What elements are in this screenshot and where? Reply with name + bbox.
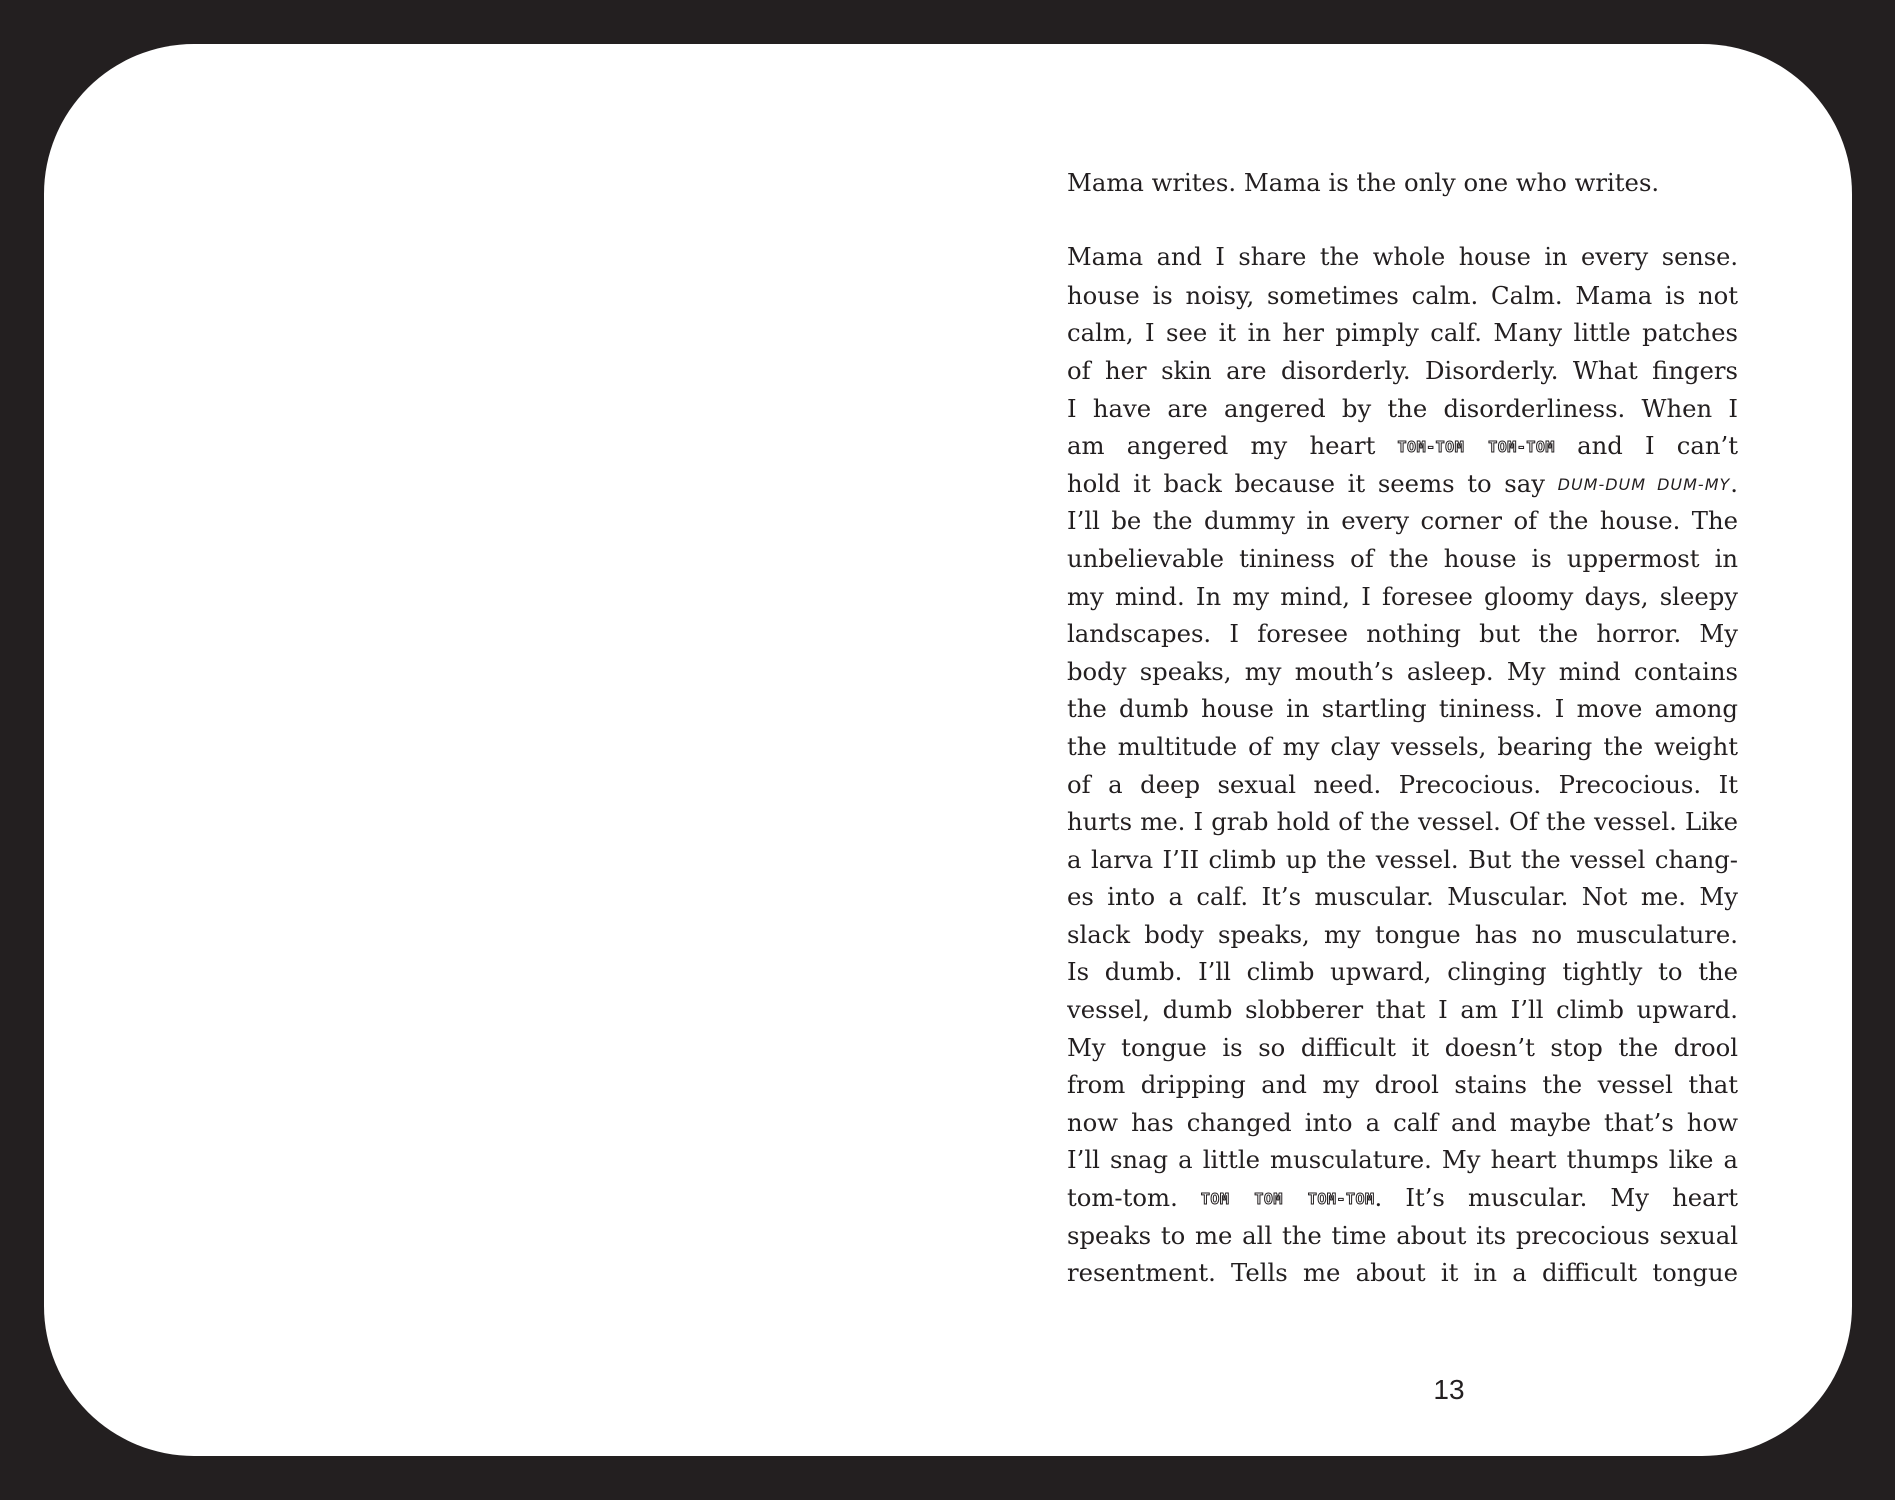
text-line bbox=[1067, 352, 1738, 390]
line-text: I’ll be the dummy in every corner of the house. The bbox=[1067, 506, 1738, 536]
text-line bbox=[1067, 1029, 1738, 1067]
sound-effect-text: DUM-DUM DUM-MY bbox=[1557, 474, 1731, 494]
sound-effect-text: TOM-TOM TOM-TOM bbox=[1397, 438, 1555, 457]
text-line bbox=[1067, 578, 1738, 616]
text-line bbox=[1067, 540, 1738, 578]
text-line bbox=[1067, 916, 1738, 954]
text-line bbox=[1067, 841, 1738, 879]
text-line bbox=[1067, 766, 1738, 804]
text-line bbox=[1067, 1141, 1738, 1179]
text-line bbox=[1067, 615, 1738, 653]
text-column bbox=[1067, 164, 1738, 1292]
line-text: hold it back because it seems to say bbox=[1067, 468, 1558, 498]
text-line bbox=[1067, 728, 1738, 766]
text-line bbox=[1067, 390, 1738, 428]
line-text: I have are angered by the disorderliness. When I bbox=[1067, 393, 1738, 423]
text-line bbox=[1067, 953, 1738, 991]
line-text: es into a calf. It’s muscular. Muscular. Not me. My bbox=[1067, 882, 1738, 912]
line-text: the multitude of my clay vessels, bearing the weight bbox=[1067, 731, 1738, 761]
text-line bbox=[1067, 1217, 1738, 1255]
text-line bbox=[1067, 314, 1738, 352]
line-text: slack body speaks, my tongue has no musculature. bbox=[1067, 919, 1738, 949]
line-text: now has changed into a calf and maybe that’s how bbox=[1067, 1107, 1738, 1137]
line-text: . It’s muscular. My heart bbox=[1374, 1183, 1738, 1213]
line-text: hurts me. I grab hold of the vessel. Of the vessel. Like bbox=[1067, 807, 1738, 837]
text-line bbox=[1067, 1104, 1738, 1142]
line-text: house is noisy, sometimes calm. Calm. Mama is not bbox=[1067, 280, 1738, 310]
text-line bbox=[1067, 991, 1738, 1029]
text-line bbox=[1067, 1179, 1738, 1217]
line-text: speaks to me all the time about its precocious sexual bbox=[1067, 1220, 1738, 1250]
text-line bbox=[1067, 277, 1738, 315]
sound-effect-text: TOM TOM TOM-TOM bbox=[1200, 1190, 1375, 1209]
line-text: calm, I see it in her pimply calf. Many little patches bbox=[1067, 318, 1738, 348]
text-line bbox=[1067, 239, 1738, 277]
line-text: body speaks, my mouth’s asleep. My mind contains bbox=[1067, 656, 1738, 686]
line-text: vessel, dumb slobberer that I am I’ll climb upward. bbox=[1067, 995, 1738, 1025]
line-text: I’ll snag a little musculature. My heart thumps like a bbox=[1067, 1145, 1738, 1175]
line-text: unbelievable tininess of the house is uppermost in bbox=[1067, 543, 1738, 573]
line-text: and I can’t bbox=[1554, 431, 1738, 461]
text-line bbox=[1067, 878, 1738, 916]
line-text: tom-tom. bbox=[1067, 1183, 1201, 1213]
line-text: Mama and I share the whole house in every sense. bbox=[1067, 243, 1738, 272]
opening-line: Mama writes. Mama is the only one who writes. bbox=[1067, 168, 1660, 197]
text-line bbox=[1067, 465, 1738, 503]
body-paragraph bbox=[1067, 239, 1738, 1292]
text-line bbox=[1067, 427, 1738, 465]
line-text: . bbox=[1730, 468, 1738, 498]
page-number: 13 bbox=[1433, 1374, 1465, 1405]
line-text: am angered my heart bbox=[1067, 431, 1398, 461]
text-line bbox=[1067, 502, 1738, 540]
text-line bbox=[1067, 1254, 1738, 1292]
line-text: my mind. In my mind, I foresee gloomy days, sleepy bbox=[1067, 581, 1738, 611]
line-text: a larva I’II climb up the vessel. But the vessel chang- bbox=[1067, 844, 1738, 874]
line-text: resentment. Tells me about it in a difficult tongue bbox=[1067, 1258, 1738, 1288]
line-text: from dripping and my drool stains the vessel that bbox=[1067, 1070, 1738, 1100]
line-text: of a deep sexual need. Precocious. Precocious. It bbox=[1067, 769, 1738, 799]
line-text: My tongue is so difficult it doesn’t stop the drool bbox=[1067, 1032, 1738, 1062]
line-text: landscapes. I foresee nothing but the horror. My bbox=[1067, 619, 1738, 649]
line-text: of her skin are disorderly. Disorderly. What fingers bbox=[1067, 355, 1738, 385]
line-text: Is dumb. I’ll climb upward, clinging tightly to the bbox=[1067, 957, 1738, 987]
text-line bbox=[1067, 803, 1738, 841]
text-line bbox=[1067, 653, 1738, 691]
text-line bbox=[1067, 690, 1738, 728]
line-text: the dumb house in startling tininess. I move among bbox=[1067, 694, 1738, 724]
book-page bbox=[44, 44, 1852, 1456]
text-line bbox=[1067, 1066, 1738, 1104]
